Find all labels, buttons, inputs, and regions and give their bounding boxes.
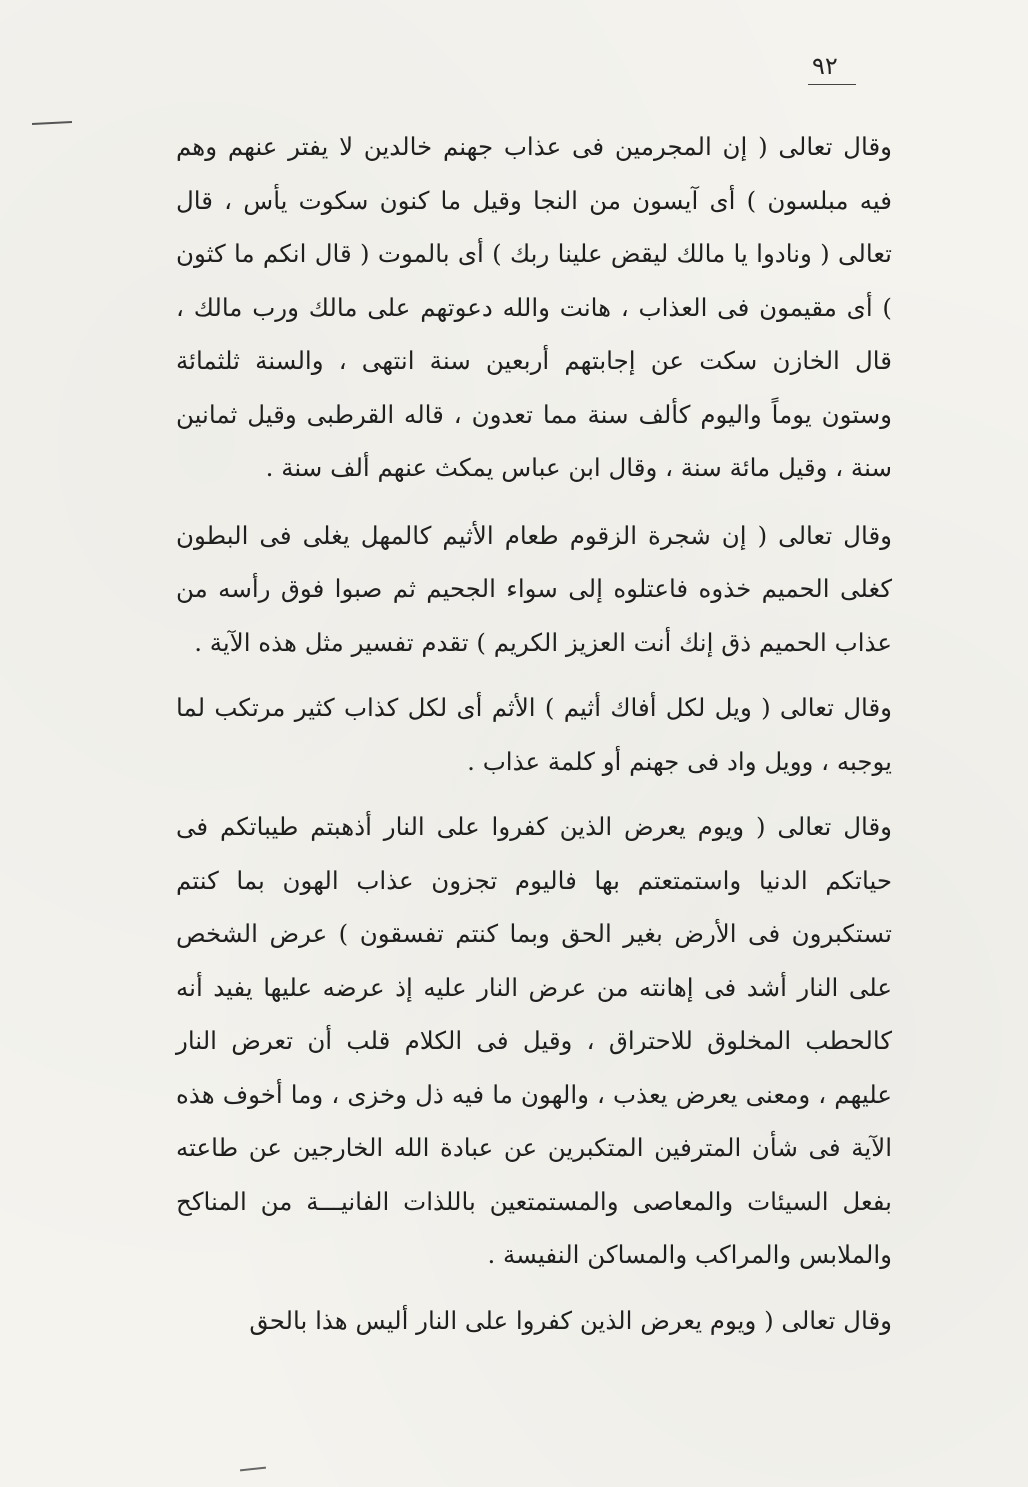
- margin-mark: [32, 121, 72, 125]
- bottom-mark: [240, 1467, 266, 1472]
- paragraph: وقال تعالى ( ويوم يعرض الذين كفروا على النار أليس هذا بالحق: [249, 1305, 892, 1335]
- paragraph: وقال تعالى ( ويل لكل أفاك أثيم ) الأثم أى لكل كذاب كثير مرتكب لما يوجبه ، وويل واد فى جهنم أو كلمة عذاب .: [176, 693, 892, 776]
- page-number-rule: [808, 84, 856, 85]
- paragraph: وقال تعالى ( ويوم يعرض الذين كفروا على النار أذهبتم طيباتكم فى حياتكم الدنيا واستمتعتم بها فاليوم تجزون عذاب الهون بما كنتم تستكبرون فى الأرض بغير الحق وبما كنتم تفسقون ) عرض الشخص على النار أشد فى إهانته من عرض النار عليه إذ عرضه عليها يفيد أنه كالحطب المخلوق للاحتراق ، وقيل فى الكلام قلب أن تعرض النار عليهم ، ومعنى يعرض يعذب ، والهون ما فيه ذل وخزى ، وما أخوف هذه الآية فى شأن المترفين المتكبرين عن عبادة الله الخارجين عن طاعته بفعل السيئات والمعاصى والمستمتعين باللذات الفانيـــة من المناكح والملابس والمراكب والمساكن النفيسة .: [176, 812, 892, 1269]
- paragraph: وقال تعالى ( إن المجرمين فى عذاب جهنم خالدين لا يفتر عنهم وهم فيه مبلسون ) أى آيسون من النجا وقيل ما كنون سكوت يأس ، قال تعالى ( ونادوا يا مالك ليقض علينا ربك ) أى بالموت ( قال انكم ما كثون ) أى مقيمون فى العذاب ، هانت والله دعوتهم على مالك ورب مالك ، قال الخازن سكت عن إجابتهم أربعين سنة انتهى ، والسنة ثلثمائة وستون يوماً واليوم كألف سنة مما تعدون ، قاله القرطبى وقيل ثمانين سنة ، وقيل مائة سنة ، وقال ابن عباس يمكث عنهم ألف سنة .: [176, 132, 892, 482]
- page-number: ٩٢: [812, 52, 838, 80]
- body-text: [176, 120, 892, 1347]
- paragraph: وقال تعالى ( إن شجرة الزقوم طعام الأثيم كالمهل يغلى فى البطون كغلى الحميم خذوه فاعتلوه إلى سواء الجحيم ثم صبوا فوق رأسه من عذاب الحميم ذق إنك أنت العزيز الكريم ) تقدم تفسير مثل هذه الآية .: [176, 520, 892, 657]
